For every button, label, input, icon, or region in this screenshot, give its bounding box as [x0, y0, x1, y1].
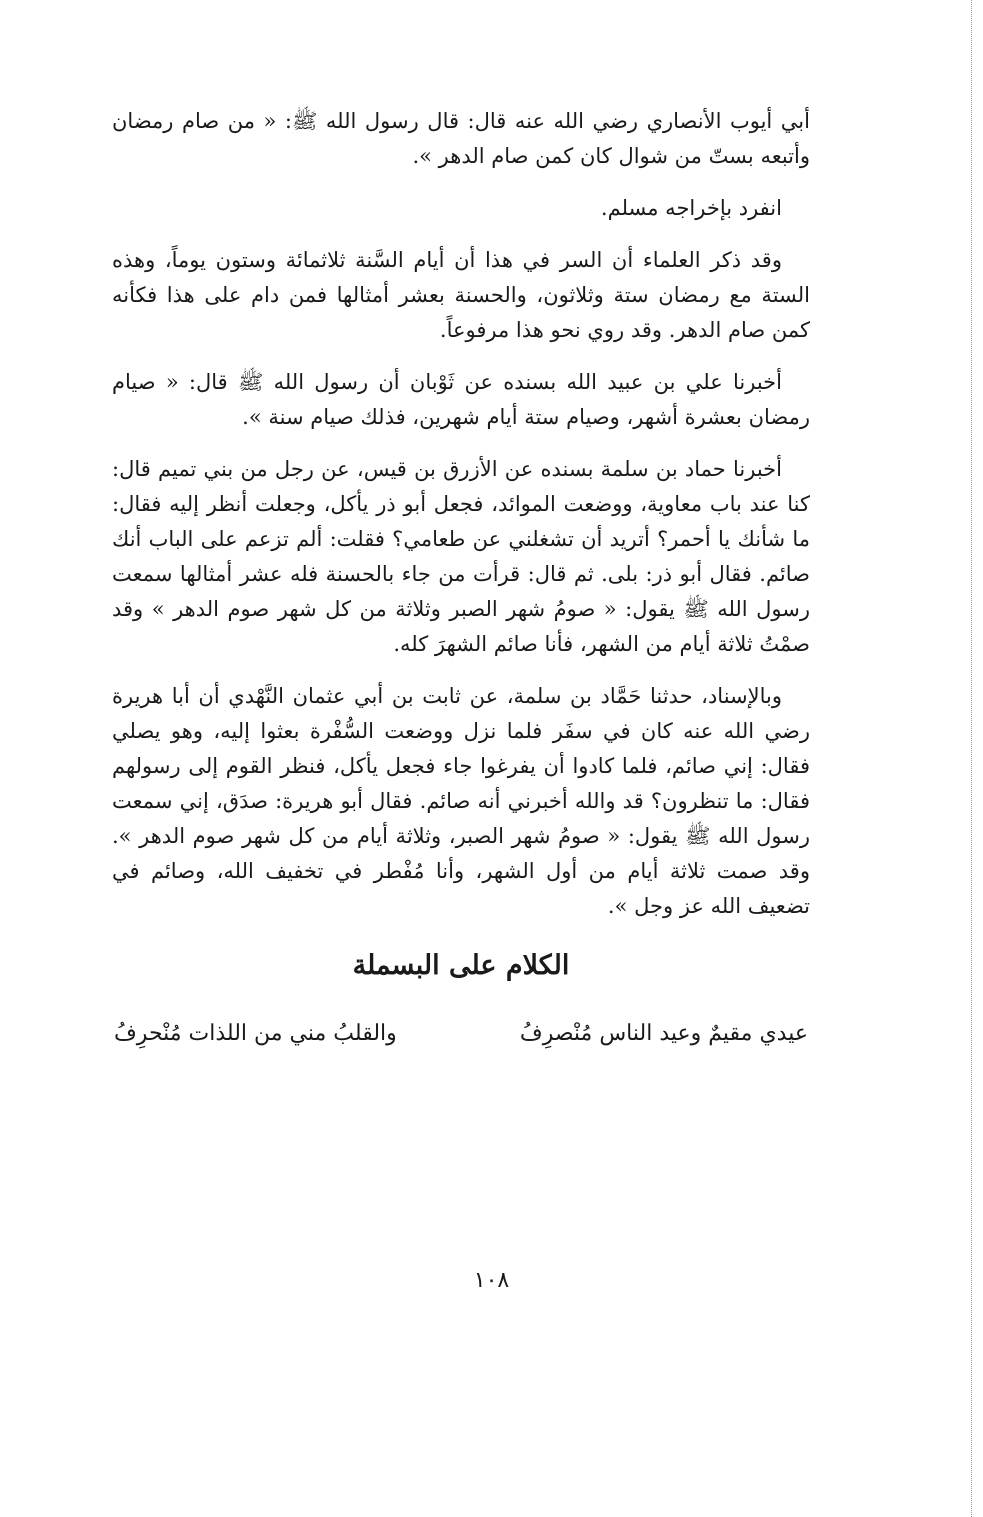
paragraph-abu-hurayra-hadith: وبالإسناد، حدثنا حَمَّاد بن سلمة، عن ثابت بن أبي عثمان النَّهْدي أن أبا هريرة رضي الله عنه كان في سفَر فلما نزل ووضعت السُّفْرة بعثوا إليه، وهو يصلي فقال: إني صائم، فلما كادوا أن يفرغوا جاء فجعل يأكل، فنظر القوم إلى رسولهم فقال: ما تنظرون؟ قد والله أخبرني أنه صائم. فقال أبو هريرة: صدَق، إني سمعت رسول الله ﷺ يقول: « صومُ شهر الصبر، وثلاثة أيام من كل شهر صوم الدهر ». وقد صمت ثلاثة أيام من أول الشهر، وأنا مُفْطر في تخفيف الله، وصائم في تضعيف الله عز وجل ».: [112, 684, 810, 918]
paragraph-thawban-hadith: أخبرنا علي بن عبيد الله بسنده عن ثَوْبان أن رسول الله ﷺ قال: « صيام رمضان بعشرة أشهر، وصيام ستة أيام شهرين، فذلك صيام سنة ».: [112, 370, 810, 429]
paragraph-abu-dharr-hadith: أخبرنا حماد بن سلمة بسنده عن الأزرق بن قيس، عن رجل من بني تميم قال: كنا عند باب معاوية، ووضعت الموائد، فجعل أبو ذر يأكل، وجعلت أنظر إليه فقال: ما شأنك يا أحمر؟ أتريد أن تشغلني عن طعامي؟ فقلت: ألم تزعم على الباب أنك صائم. فقال أبو ذر: بلى. ثم قال: قرأت من جاء بالحسنة فله عشر أمثالها سمعت رسول الله ﷺ يقول: « صومُ شهر الصبر وثلاثة من كل شهر صوم الدهر » وقد صمْتُ ثلاثة أيام من الشهر، فأنا صائم الشهرَ كله.: [112, 457, 810, 656]
page-number: ١٠٨: [473, 1268, 510, 1293]
main-text: [112, 104, 810, 1052]
paragraph-continuation: أبي أيوب الأنصاري رضي الله عنه قال: قال رسول الله ﷺ: « من صام رمضان وأتبعه بستّ من شوال كان كمن صام الدهر ».: [112, 109, 810, 168]
verse-second-hemistich: والقلبُ مني من اللذات مُنْحرِفُ: [114, 1021, 397, 1046]
section-heading: الكلام على البسملة: [352, 950, 570, 981]
paragraph-muslim-note: انفرد بإخراجه مسلم.: [600, 196, 782, 220]
paragraph-scholars: وقد ذكر العلماء أن السر في هذا أن أيام السَّنة ثلاثمائة وستون يوماً، وهذه الستة مع رمضان ستة وثلاثون، والحسنة بعشر أمثالها فمن دام على هذا فكأنه كمن صام الدهر. وقد روي نحو هذا مرفوعاً.: [112, 248, 810, 342]
poem-verse: [112, 1016, 810, 1052]
verse-first-hemistich: عيدي مقيمٌ وعيد الناس مُنْصرِفُ: [519, 1021, 808, 1046]
